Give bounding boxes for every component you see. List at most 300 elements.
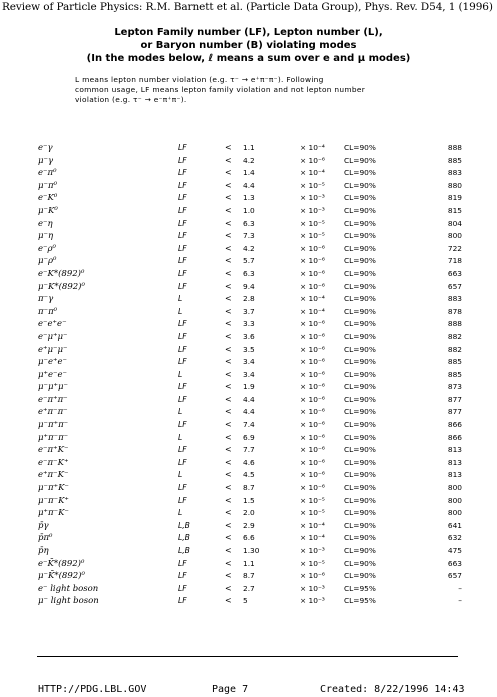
cell-val: 4.4	[243, 394, 255, 404]
cell-ref: 819	[447, 193, 462, 203]
cell-ref: 813	[447, 445, 462, 455]
cell-prop: LF	[178, 457, 187, 467]
table-row	[0, 219, 497, 232]
table-row	[0, 256, 497, 269]
cell-lt: <	[225, 546, 232, 555]
cell-val: 2.0	[243, 508, 255, 518]
cell-exp: × 10⁻⁶	[300, 243, 325, 253]
decay-mode-table	[0, 143, 497, 609]
cell-prop: L	[178, 294, 183, 304]
cell-exp: × 10⁻⁶	[300, 483, 325, 493]
cell-prop: L	[178, 470, 183, 480]
cell-cl: CL=90%	[344, 243, 376, 253]
table-bottom-rule	[37, 656, 458, 657]
cell-exp: × 10⁻⁶	[300, 319, 325, 329]
cell-cl: CL=90%	[344, 483, 376, 493]
cell-val: 1.4	[243, 168, 255, 178]
cell-val: 4.6	[243, 457, 255, 467]
cell-val: 6.3	[243, 218, 255, 228]
cell-val: 7.7	[243, 445, 255, 455]
table-row	[0, 483, 497, 496]
cell-lt: <	[225, 394, 232, 404]
cell-prop: LF	[178, 168, 187, 178]
cell-ref: 657	[447, 281, 462, 291]
cell-ref: 882	[447, 344, 462, 354]
cell-lt: <	[225, 483, 232, 493]
cell-mode: e⁻K*(892)⁰	[38, 268, 85, 279]
cell-mode: e⁻K̄*(892)⁰	[38, 558, 85, 569]
table-row	[0, 168, 497, 181]
cell-lt: <	[225, 256, 232, 266]
cell-lt: <	[225, 344, 232, 354]
cell-prop: L	[178, 407, 183, 417]
cell-lt: <	[225, 407, 232, 417]
cell-prop: L,B	[178, 546, 190, 555]
cell-lt: <	[225, 331, 232, 341]
cell-prop: L	[178, 306, 183, 316]
cell-lt: <	[225, 583, 232, 593]
cell-mode: e⁻π⁺π⁻	[38, 394, 68, 405]
cell-cl: CL=90%	[344, 143, 376, 152]
cell-prop: LF	[178, 495, 187, 505]
cell-cl: CL=90%	[344, 319, 376, 329]
table-row	[0, 357, 497, 370]
table-row	[0, 319, 497, 332]
cell-ref: 663	[447, 558, 462, 568]
table-row	[0, 345, 497, 358]
footer-url: HTTP://PDG.LBL.GOV	[38, 684, 147, 695]
cell-mode: μ⁻π⁻K⁺	[38, 495, 69, 506]
cell-prop: LF	[178, 205, 187, 215]
cell-mode: e⁺π⁻π⁻	[38, 407, 68, 418]
cell-ref: 878	[447, 306, 462, 316]
cell-exp: × 10⁻⁶	[300, 268, 325, 278]
cell-prop: LF	[178, 180, 187, 190]
cell-val: 4.4	[243, 407, 255, 417]
cell-val: 3.4	[243, 369, 255, 379]
table-row	[0, 282, 497, 295]
cell-cl: CL=90%	[344, 344, 376, 354]
cell-val: 1.1	[243, 143, 255, 152]
cell-prop: LF	[178, 344, 187, 354]
cell-prop: LF	[178, 193, 187, 203]
note-line-2: common usage, LF means lepton family violation and not lepton number	[75, 85, 366, 94]
cell-exp: × 10⁻⁶	[300, 369, 325, 379]
cell-val: 1.3	[243, 193, 255, 203]
cell-val: 6.6	[243, 533, 255, 543]
cell-mode: μ⁻π⁺K⁻	[38, 483, 69, 494]
cell-prop: LF	[178, 583, 187, 593]
table-row	[0, 458, 497, 471]
table-row	[0, 332, 497, 345]
cell-mode: e⁻ light boson	[38, 583, 99, 594]
cell-cl: CL=90%	[344, 205, 376, 215]
cell-cl: CL=90%	[344, 294, 376, 304]
cell-exp: × 10⁻⁶	[300, 382, 325, 392]
cell-exp: × 10⁻⁶	[300, 357, 325, 367]
cell-exp: × 10⁻⁵	[300, 495, 325, 505]
cell-ref: 475	[447, 546, 462, 555]
cell-mode: μ⁻π⁰	[38, 180, 58, 191]
cell-val: 2.7	[243, 583, 255, 593]
cell-ref: 800	[447, 495, 462, 505]
cell-cl: CL=90%	[344, 445, 376, 455]
cell-cl: CL=95%	[344, 583, 376, 593]
cell-ref: 641	[447, 520, 462, 530]
cell-exp: × 10⁻³	[300, 205, 325, 215]
cell-lt: <	[225, 205, 232, 215]
table-row	[0, 470, 497, 483]
table-row	[0, 533, 497, 546]
cell-exp: × 10⁻⁶	[300, 407, 325, 417]
cell-lt: <	[225, 558, 232, 568]
cell-mode: e⁻γ	[38, 143, 53, 153]
cell-cl: CL=90%	[344, 432, 376, 442]
cell-ref: 885	[447, 369, 462, 379]
cell-val: 3.4	[243, 357, 255, 367]
cell-exp: × 10⁻⁵	[300, 558, 325, 568]
table-row	[0, 571, 497, 584]
cell-prop: LF	[178, 420, 187, 430]
cell-val: 1.1	[243, 558, 255, 568]
cell-prop: LF	[178, 143, 187, 152]
table-row	[0, 307, 497, 320]
cell-ref: 877	[447, 394, 462, 404]
cell-prop: L	[178, 432, 183, 442]
cell-val: 1.9	[243, 382, 255, 392]
cell-mode: μ⁻γ	[38, 155, 54, 166]
cell-lt: <	[225, 193, 232, 203]
cell-ref: 873	[447, 382, 462, 392]
cell-prop: LF	[178, 445, 187, 455]
cell-mode: μ⁻ρ⁰	[38, 256, 57, 267]
cell-exp: × 10⁻⁴	[300, 520, 325, 530]
cell-cl: CL=90%	[344, 357, 376, 367]
cell-ref: 880	[447, 180, 462, 190]
table-row	[0, 508, 497, 521]
cell-exp: × 10⁻⁶	[300, 394, 325, 404]
cell-lt: <	[225, 281, 232, 291]
cell-ref: 883	[447, 168, 462, 178]
cell-lt: <	[225, 457, 232, 467]
cell-ref: 804	[447, 218, 462, 228]
cell-ref: 632	[447, 533, 462, 543]
cell-prop: LF	[178, 331, 187, 341]
cell-val: 3.7	[243, 306, 255, 316]
cell-exp: × 10⁻⁶	[300, 445, 325, 455]
cell-cl: CL=90%	[344, 508, 376, 518]
cell-mode: μ⁺e⁻e⁻	[38, 369, 68, 380]
table-row	[0, 181, 497, 194]
cell-val: 3.6	[243, 331, 255, 341]
cell-val: 3.5	[243, 344, 255, 354]
cell-prop: LF	[178, 357, 187, 367]
cell-val: 9.4	[243, 281, 255, 291]
cell-ref: 813	[447, 457, 462, 467]
cell-val: 1.0	[243, 205, 255, 215]
cell-cl: CL=90%	[344, 558, 376, 568]
cell-mode: e⁻ρ⁰	[38, 243, 56, 254]
cell-exp: × 10⁻⁵	[300, 508, 325, 518]
cell-exp: × 10⁻³	[300, 583, 325, 593]
cell-mode: μ⁺π⁻K⁻	[38, 508, 69, 519]
cell-exp: × 10⁻⁶	[300, 432, 325, 442]
cell-prop: LF	[178, 256, 187, 266]
cell-prop: LF	[178, 268, 187, 278]
cell-cl: CL=90%	[344, 420, 376, 430]
table-row	[0, 156, 497, 169]
cell-mode: μ⁻η	[38, 231, 54, 242]
cell-ref: 800	[447, 508, 462, 518]
cell-val: 5	[243, 596, 248, 606]
cell-mode: μ⁻K̄*(892)⁰	[38, 571, 85, 582]
cell-exp: × 10⁻⁶	[300, 571, 325, 581]
cell-cl: CL=90%	[344, 306, 376, 316]
cell-lt: <	[225, 319, 232, 329]
table-row	[0, 521, 497, 534]
cell-cl: CL=90%	[344, 218, 376, 228]
cell-ref: –	[458, 596, 462, 606]
cell-exp: × 10⁻³	[300, 546, 325, 555]
cell-val: 4.5	[243, 470, 255, 480]
cell-mode: π⁻γ	[38, 294, 54, 305]
cell-exp: × 10⁻⁴	[300, 168, 325, 178]
cell-exp: × 10⁻⁴	[300, 143, 325, 152]
cell-lt: <	[225, 432, 232, 442]
cell-exp: × 10⁻³	[300, 596, 325, 606]
cell-ref: 866	[447, 432, 462, 442]
cell-mode: e⁻μ⁺μ⁻	[38, 331, 68, 342]
cell-lt: <	[225, 168, 232, 178]
table-row	[0, 433, 497, 446]
table-row	[0, 244, 497, 257]
table-row	[0, 206, 497, 219]
cell-prop: LF	[178, 596, 187, 606]
cell-ref: 885	[447, 155, 462, 165]
cell-ref: 888	[447, 319, 462, 329]
cell-cl: CL=90%	[344, 281, 376, 291]
cell-prop: LF	[178, 231, 187, 241]
cell-ref: 657	[447, 571, 462, 581]
cell-val: 2.9	[243, 520, 255, 530]
cell-val: 6.9	[243, 432, 255, 442]
cell-exp: × 10⁻⁴	[300, 533, 325, 543]
table-row	[0, 596, 497, 609]
cell-mode: e⁻η	[38, 218, 53, 229]
cell-cl: CL=90%	[344, 168, 376, 178]
cell-lt: <	[225, 520, 232, 530]
cell-prop: LF	[178, 243, 187, 253]
cell-val: 1.30	[243, 546, 260, 555]
cell-mode: μ⁺π⁻π⁻	[38, 432, 69, 443]
cell-lt: <	[225, 218, 232, 228]
cell-exp: × 10⁻⁶	[300, 420, 325, 430]
table-row	[0, 559, 497, 572]
cell-mode: e⁻e⁺e⁻	[38, 319, 67, 330]
cell-mode: e⁻K⁰	[38, 193, 58, 204]
cell-ref: 800	[447, 231, 462, 241]
cell-lt: <	[225, 294, 232, 304]
cell-ref: 883	[447, 294, 462, 304]
footer-page: Page 7	[212, 684, 249, 695]
cell-mode: μ⁻K*(892)⁰	[38, 281, 85, 292]
cell-ref: 663	[447, 268, 462, 278]
cell-exp: × 10⁻³	[300, 193, 325, 203]
table-row	[0, 395, 497, 408]
cell-mode: e⁺μ⁻μ⁻	[38, 344, 68, 355]
cell-cl: CL=90%	[344, 495, 376, 505]
cell-prop: L	[178, 508, 183, 518]
cell-lt: <	[225, 357, 232, 367]
cell-val: 2.8	[243, 294, 255, 304]
cell-cl: CL=90%	[344, 407, 376, 417]
cell-ref: –	[458, 583, 462, 593]
cell-lt: <	[225, 596, 232, 606]
cell-ref: 815	[447, 205, 462, 215]
cell-prop: LF	[178, 281, 187, 291]
cell-lt: <	[225, 306, 232, 316]
cell-prop: LF	[178, 394, 187, 404]
cell-prop: LF	[178, 558, 187, 568]
cell-lt: <	[225, 369, 232, 379]
cell-val: 5.7	[243, 256, 255, 266]
cell-val: 8.7	[243, 571, 255, 581]
cell-cl: CL=90%	[344, 369, 376, 379]
table-row	[0, 584, 497, 597]
table-row	[0, 420, 497, 433]
cell-mode: μ⁻ light boson	[38, 596, 99, 607]
table-row	[0, 143, 497, 156]
cell-ref: 885	[447, 357, 462, 367]
table-row	[0, 445, 497, 458]
cell-cl: CL=90%	[344, 571, 376, 581]
cell-exp: × 10⁻⁶	[300, 331, 325, 341]
cell-mode: μ⁻e⁺e⁻	[38, 357, 68, 368]
cell-lt: <	[225, 445, 232, 455]
table-row	[0, 269, 497, 282]
section-title-line-3: (In the modes below, ℓ means a sum over e and μ modes)	[86, 53, 411, 64]
note-line-3: violation (e.g. τ⁻ → e⁻π⁺π⁻).	[75, 95, 187, 104]
cell-mode: π⁻π⁰	[38, 306, 58, 317]
cell-cl: CL=90%	[344, 470, 376, 480]
cell-prop: LF	[178, 483, 187, 493]
cell-ref: 722	[447, 243, 462, 253]
cell-val: 7.3	[243, 231, 255, 241]
table-row	[0, 496, 497, 509]
cell-ref: 882	[447, 331, 462, 341]
cell-cl: CL=90%	[344, 155, 376, 165]
cell-prop: LF	[178, 382, 187, 392]
cell-exp: × 10⁻⁶	[300, 155, 325, 165]
cell-val: 8.7	[243, 483, 255, 493]
cell-lt: <	[225, 231, 232, 241]
cell-mode: e⁻π⁺K⁻	[38, 445, 69, 456]
note-line-1: L means lepton number violation (e.g. τ⁻ → e⁺π⁻π⁻). Following	[75, 75, 324, 84]
table-row	[0, 231, 497, 244]
cell-cl: CL=90%	[344, 231, 376, 241]
table-row	[0, 546, 497, 559]
cell-val: 1.5	[243, 495, 255, 505]
cell-val: 7.4	[243, 420, 255, 430]
cell-ref: 866	[447, 420, 462, 430]
cell-mode: μ⁻π⁺π⁻	[38, 420, 69, 431]
cell-mode: p̄π⁰	[38, 533, 53, 544]
cell-exp: × 10⁻⁵	[300, 231, 325, 241]
cell-cl: CL=90%	[344, 546, 376, 555]
cell-exp: × 10⁻⁶	[300, 344, 325, 354]
cell-cl: CL=90%	[344, 520, 376, 530]
cell-ref: 813	[447, 470, 462, 480]
cell-exp: × 10⁻⁶	[300, 281, 325, 291]
cell-exp: × 10⁻⁶	[300, 256, 325, 266]
cell-mode: μ⁻K⁰	[38, 205, 58, 216]
running-header: Review of Particle Physics: R.M. Barnett et al. (Particle Data Group), Phys. Rev. D54, 1 (1996)	[2, 1, 493, 13]
cell-prop: LF	[178, 218, 187, 228]
cell-lt: <	[225, 268, 232, 278]
cell-cl: CL=90%	[344, 268, 376, 278]
cell-lt: <	[225, 495, 232, 505]
table-row	[0, 382, 497, 395]
cell-mode: e⁻π⁰	[38, 168, 57, 179]
cell-exp: × 10⁻⁶	[300, 457, 325, 467]
table-row	[0, 370, 497, 383]
cell-exp: × 10⁻⁵	[300, 218, 325, 228]
cell-prop: L	[178, 369, 183, 379]
cell-ref: 888	[447, 143, 462, 152]
cell-lt: <	[225, 470, 232, 480]
section-title-line-1: Lepton Family number (LF), Lepton number (L),	[114, 27, 383, 38]
cell-ref: 877	[447, 407, 462, 417]
cell-lt: <	[225, 155, 232, 165]
cell-mode: e⁺π⁻K⁻	[38, 470, 69, 481]
cell-cl: CL=90%	[344, 256, 376, 266]
cell-exp: × 10⁻⁵	[300, 180, 325, 190]
cell-mode: p̄γ	[38, 520, 49, 531]
cell-prop: LF	[178, 319, 187, 329]
cell-cl: CL=95%	[344, 596, 376, 606]
table-row	[0, 407, 497, 420]
cell-cl: CL=90%	[344, 193, 376, 203]
cell-ref: 718	[447, 256, 462, 266]
section-title-line-2: or Baryon number (B) violating modes	[140, 40, 357, 51]
cell-lt: <	[225, 180, 232, 190]
cell-val: 3.3	[243, 319, 255, 329]
table-row	[0, 294, 497, 307]
cell-exp: × 10⁻⁴	[300, 306, 325, 316]
cell-exp: × 10⁻⁴	[300, 294, 325, 304]
cell-val: 4.2	[243, 155, 255, 165]
table-row	[0, 193, 497, 206]
cell-mode: p̄η	[38, 546, 49, 556]
cell-cl: CL=90%	[344, 180, 376, 190]
cell-cl: CL=90%	[344, 394, 376, 404]
cell-val: 4.4	[243, 180, 255, 190]
cell-lt: <	[225, 508, 232, 518]
cell-cl: CL=90%	[344, 533, 376, 543]
cell-lt: <	[225, 571, 232, 581]
cell-val: 4.2	[243, 243, 255, 253]
cell-prop: LF	[178, 571, 187, 581]
cell-prop: L,B	[178, 533, 190, 543]
cell-lt: <	[225, 533, 232, 543]
cell-prop: L,B	[178, 520, 190, 530]
cell-cl: CL=90%	[344, 331, 376, 341]
cell-exp: × 10⁻⁶	[300, 470, 325, 480]
cell-prop: LF	[178, 155, 187, 165]
cell-lt: <	[225, 243, 232, 253]
cell-mode: e⁻π⁻K⁺	[38, 457, 69, 468]
cell-lt: <	[225, 143, 232, 152]
